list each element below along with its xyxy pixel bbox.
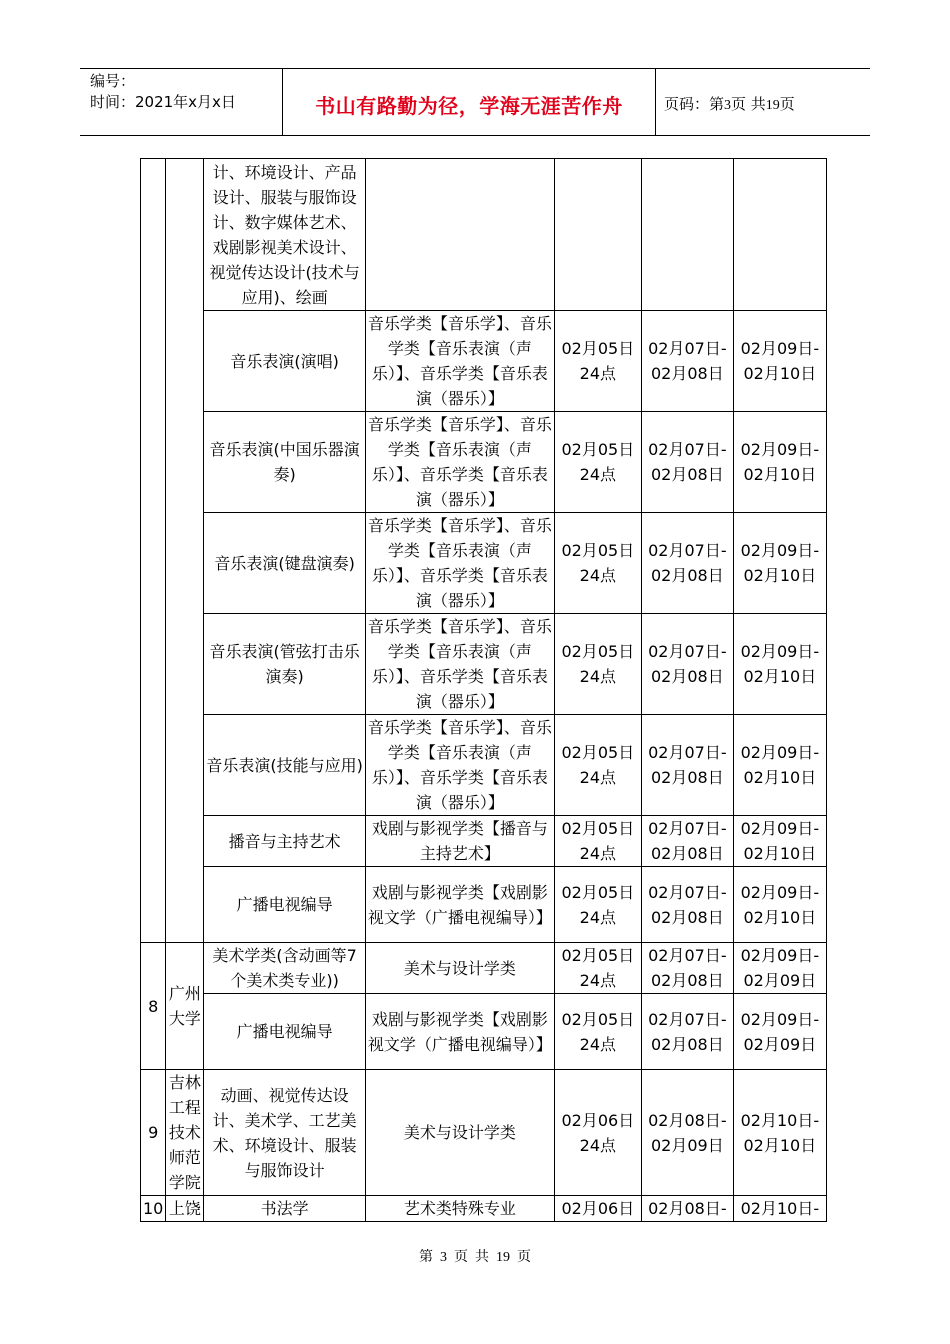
cell-date-1 [554,943,641,994]
date-1-line-2: 24点 [579,768,617,787]
cell-category: 美术与设计学类 [365,943,554,994]
date-3-line-2: 02月10日 [743,907,817,927]
header-bottom-rule [80,135,870,136]
table-row [141,994,827,1070]
date-2-line-1: 02月07日- [648,642,727,661]
date-2-line-2: 02月08日 [650,844,724,863]
table-row [141,513,827,614]
header-meta [90,71,236,113]
cell-major: 音乐表演(中国乐器演奏) [204,412,366,513]
date-3-line-1: 02月09日- [740,819,820,838]
header-motto: 书山有路勤为径，学海无涯苦作舟 [315,94,623,118]
cell-date-1 [554,513,641,614]
cell-category: 戏剧与影视学类【戏剧影视文学（广播电视编导）】 [365,867,554,943]
cell-date-1 [554,1070,641,1196]
date-3-line-2: 02月10日 [743,1135,817,1155]
table-row [141,943,827,994]
date-3-line-2: 02月10日 [743,364,817,383]
date-2-line-1: 02月07日- [648,339,727,358]
cell-major: 计、环境设计、产品设计、服装与服饰设计、数字媒体艺术、戏剧影视美术设计、视觉传达设计(技术与应用)、绘画 [204,159,366,311]
date-3-line-1: 02月09日- [740,882,820,902]
cell-major: 广播电视编导 [204,994,366,1070]
cell-date-2: 02月08日- [641,1196,733,1222]
date-1-line-2: 24点 [579,907,617,927]
cell-date-3 [733,1070,826,1196]
date-2-line-2: 02月08日 [650,768,724,787]
header-top-rule [80,68,870,69]
cell-school-no: 9 [141,1070,166,1196]
cell-date-1 [554,311,641,412]
table-row [141,159,827,311]
cell-no-continued [141,159,166,943]
cell-date-3 [733,614,826,715]
date-3-line-1: 02月09日- [740,541,820,560]
date-2-line-1: 02月07日- [648,440,727,459]
page-label-mid: 页 共 [731,95,766,113]
cell-category: 戏剧与影视学类【播音与主持艺术】 [365,816,554,867]
date-2-line-1: 02月07日- [648,541,727,560]
cell-date-2 [641,867,733,943]
date-1-line-1: 02月06日 [561,1110,635,1130]
date-3-line-1: 02月09日- [740,743,820,762]
date-2-line-2: 02月08日 [650,1034,724,1054]
date-3-line-2: 02月09日 [743,971,817,990]
cell-date-3 [733,311,826,412]
cell-category: 音乐学类【音乐学】、音乐学类【音乐表演（声乐）】、音乐学类【音乐表演（器乐）】 [365,311,554,412]
doc-code-label: 编号： [90,72,136,90]
cell-date-1 [554,867,641,943]
date-1-line-1: 02月05日 [561,743,635,762]
cell-school-name: 广州大学 [166,943,204,1070]
table-row [141,715,827,816]
table-row [141,867,827,943]
header-divider-right [655,68,656,135]
date-1-line-2: 24点 [579,465,617,484]
date-1-line-2: 24点 [579,1034,617,1054]
cell-date-2 [641,412,733,513]
table-row [141,1070,827,1196]
cell-date-2 [641,614,733,715]
date-1-line-2: 24点 [579,566,617,585]
cell-school-continued [166,159,204,943]
cell-date-3 [733,816,826,867]
date-2-line-1: 02月07日- [648,743,727,762]
cell-date-3 [733,412,826,513]
date-1-line-1: 02月05日 [561,339,635,358]
date-1-line-1: 02月05日 [561,642,635,661]
page-label-prefix: 页码：第 [664,95,725,113]
date-2-line-2: 02月08日 [650,465,724,484]
date-3-line-1: 02月09日- [740,339,820,358]
page-total: 19 [765,98,780,113]
date-2-line-1: 02月07日- [648,1009,727,1029]
page-footer: 第 3 页 共 19 页 [419,1250,531,1265]
date-3-line-1: 02月10日- [740,1110,820,1130]
date-3-line-2: 02月10日 [743,465,817,484]
cell-major: 动画、视觉传达设计、美术学、工艺美术、环境设计、服装与服饰设计 [204,1070,366,1196]
date-2-line-2: 02月08日 [650,364,724,383]
date-3-line-1: 02月09日- [740,946,820,965]
date-1-line-2: 24点 [579,667,617,686]
table-row [141,412,827,513]
date-2-line-2: 02月08日 [650,566,724,585]
cell-category: 音乐学类【音乐学】、音乐学类【音乐表演（声乐）】、音乐学类【音乐表演（器乐）】 [365,412,554,513]
cell-date-2 [641,311,733,412]
date-1-line-2: 24点 [579,971,617,990]
cell-date-3 [733,867,826,943]
cell-date-3 [733,513,826,614]
cell-school-no: 10 [141,1196,166,1222]
date-2-line-1: 02月07日- [648,946,727,965]
cell-date-1 [554,159,641,311]
cell-school-name: 上饶 [166,1196,204,1222]
header-page-indicator [664,93,795,114]
table-row [141,311,827,412]
date-1-line-2: 24点 [579,364,617,383]
cell-school-no: 8 [141,943,166,1070]
cell-date-1 [554,715,641,816]
table-row [141,614,827,715]
cell-date-2 [641,816,733,867]
date-3-line-2: 02月09日 [743,1034,817,1054]
date-3-line-2: 02月10日 [743,768,817,787]
date-3-line-2: 02月10日 [743,844,817,863]
cell-major: 音乐表演(管弦打击乐演奏) [204,614,366,715]
date-1-line-1: 02月05日 [561,946,635,965]
cell-category: 艺术类特殊专业 [365,1196,554,1222]
cell-major: 广播电视编导 [204,867,366,943]
page-number: 3 [724,98,732,113]
cell-date-1 [554,994,641,1070]
cell-major: 美术学类(含动画等7个美术类专业)) [204,943,366,994]
cell-category: 音乐学类【音乐学】、音乐学类【音乐表演（声乐）】、音乐学类【音乐表演（器乐）】 [365,715,554,816]
doc-time-label: 时间：2021年x月x日 [90,93,236,111]
date-1-line-1: 02月05日 [561,882,635,902]
date-3-line-1: 02月09日- [740,642,820,661]
date-3-line-1: 02月09日- [740,1009,820,1029]
cell-major: 播音与主持艺术 [204,816,366,867]
admission-schedule-table [140,158,827,1222]
cell-major: 书法学 [204,1196,366,1222]
date-3-line-1: 02月09日- [740,440,820,459]
date-2-line-2: 02月08日 [650,907,724,927]
cell-date-2 [641,943,733,994]
date-3-line-2: 02月10日 [743,667,817,686]
cell-category [365,159,554,311]
cell-date-2 [641,1070,733,1196]
date-2-line-2: 02月09日 [650,1135,724,1155]
cell-date-2 [641,994,733,1070]
table-row [141,1196,827,1222]
cell-date-3: 02月10日- [733,1196,826,1222]
cell-school-name: 吉林工程技术师范学院 [166,1070,204,1196]
cell-date-2 [641,513,733,614]
cell-date-3 [733,715,826,816]
cell-date-3 [733,994,826,1070]
date-2-line-1: 02月08日- [648,1110,727,1130]
cell-date-3 [733,159,826,311]
cell-major: 音乐表演(演唱) [204,311,366,412]
cell-major: 音乐表演(键盘演奏) [204,513,366,614]
date-3-line-2: 02月10日 [743,566,817,585]
cell-date-1 [554,614,641,715]
date-1-line-2: 24点 [579,1135,617,1155]
date-1-line-2: 24点 [579,844,617,863]
date-1-line-1: 02月05日 [561,1009,635,1029]
cell-date-1 [554,816,641,867]
date-1-line-1: 02月05日 [561,541,635,560]
cell-category: 美术与设计学类 [365,1070,554,1196]
table-row [141,816,827,867]
cell-category: 音乐学类【音乐学】、音乐学类【音乐表演（声乐）】、音乐学类【音乐表演（器乐）】 [365,513,554,614]
cell-major: 音乐表演(技能与应用) [204,715,366,816]
cell-category: 音乐学类【音乐学】、音乐学类【音乐表演（声乐）】、音乐学类【音乐表演（器乐）】 [365,614,554,715]
page-label-end: 页 [779,95,795,113]
date-1-line-1: 02月05日 [561,819,635,838]
cell-date-2 [641,715,733,816]
date-1-line-1: 02月05日 [561,440,635,459]
cell-category: 戏剧与影视学类【戏剧影视文学（广播电视编导）】 [365,994,554,1070]
cell-date-3 [733,943,826,994]
date-2-line-1: 02月07日- [648,882,727,902]
date-2-line-1: 02月07日- [648,819,727,838]
cell-date-1: 02月06日 [554,1196,641,1222]
date-2-line-2: 02月08日 [650,667,724,686]
cell-date-1 [554,412,641,513]
date-2-line-2: 02月08日 [650,971,724,990]
cell-date-2 [641,159,733,311]
